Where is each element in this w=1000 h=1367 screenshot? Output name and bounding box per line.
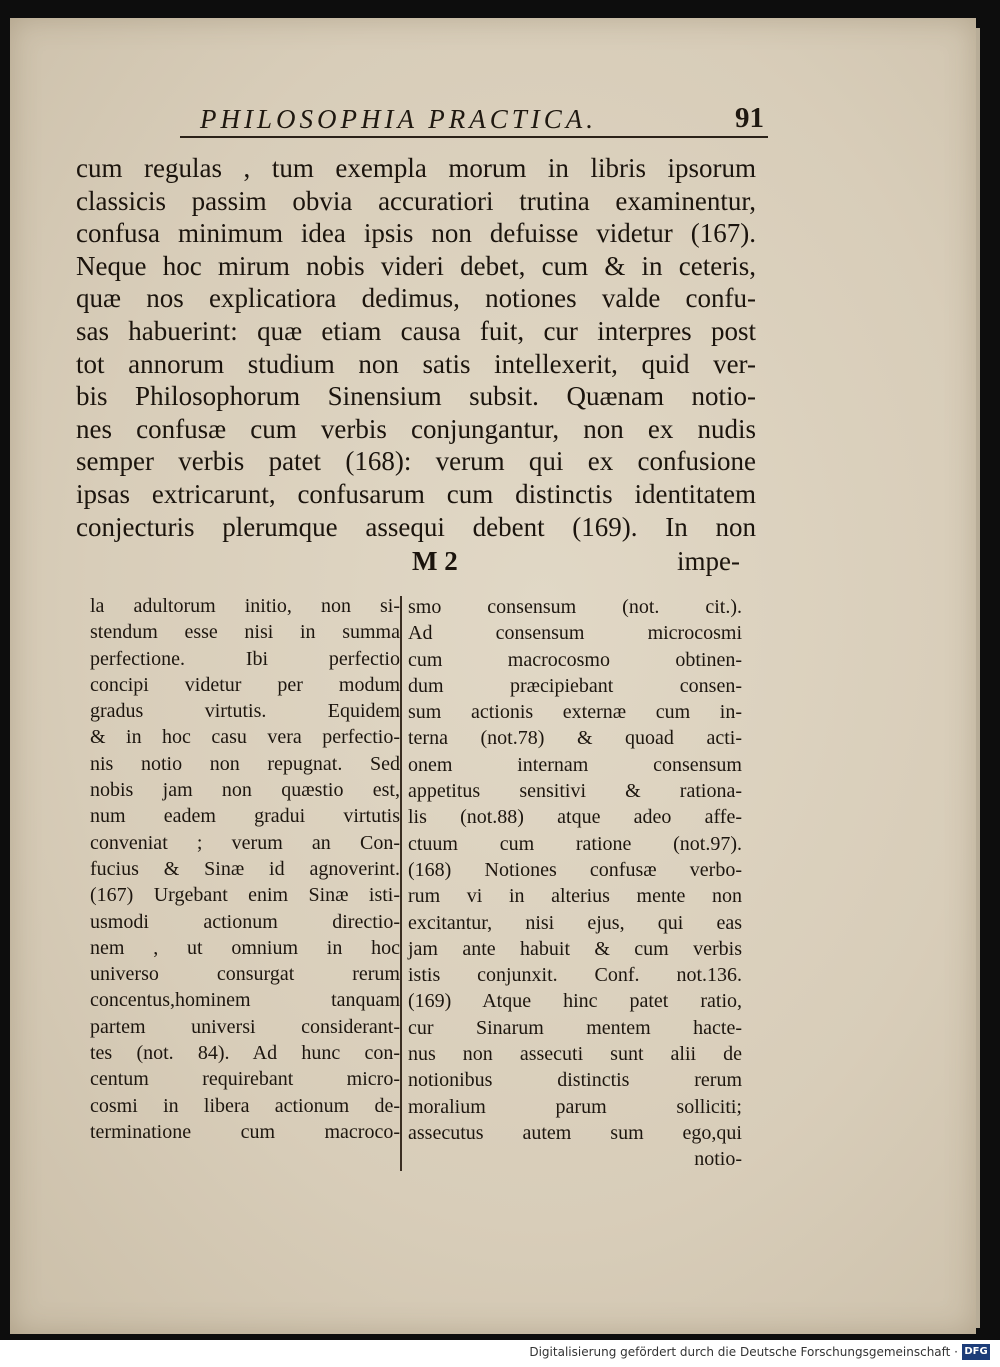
footnote-line: moralium parum solliciti;	[408, 1095, 742, 1118]
main-text-line: sas habuerint: quæ etiam causa fuit, cur interpres post	[76, 315, 756, 346]
footnote-line: appetitus sensitivi & rationa-	[408, 780, 742, 803]
main-text-line: cum regulas , tum exempla morum in libris ipsorum	[76, 153, 756, 183]
footnotes-left-column	[90, 593, 400, 1145]
footnote-line: rum vi in alterius mente non	[408, 885, 742, 908]
footnote-line: usmodi actionum directio-	[90, 910, 400, 933]
footnote-line: nobis jam non quæstio est,	[90, 779, 400, 802]
footnote-line: fucius & Sinæ id agnoverint.	[90, 857, 400, 880]
column-rule	[400, 596, 402, 1171]
footnote-line: Ad consensum microcosmi	[408, 622, 742, 645]
footnote-line: concentus,hominem tanquam	[90, 989, 400, 1012]
footnote-line: cum macrocosmo obtinen-	[408, 648, 742, 671]
footnote-line: partem universi considerant-	[90, 1015, 400, 1038]
main-text-line: semper verbis patet (168): verum qui ex confusione	[76, 446, 756, 477]
footnote-line: (169) Atque hinc patet ratio,	[408, 990, 742, 1013]
footnote-line: perfectione. Ibi perfectio	[90, 647, 400, 670]
footnote-line: terminatione cum macroco-	[90, 1120, 400, 1143]
page-number: 91	[735, 102, 764, 134]
footnote-line: cosmi in libera actionum de-	[90, 1094, 400, 1117]
footnote-line: tes (not. 84). Ad hunc con-	[90, 1042, 400, 1065]
footnote-line: istis conjunxit. Conf. not.136.	[408, 964, 742, 987]
footnote-line: excitantur, nisi ejus, qui eas	[408, 911, 742, 934]
main-text-line: quæ nos explicatiora dedimus, notiones valde confu-	[76, 283, 756, 314]
main-text-line: tot annorum studium non satis intellexerit, quid ver-	[76, 348, 756, 379]
footnote-line: stendum esse nisi in summa	[90, 621, 400, 644]
main-text-block	[76, 152, 756, 543]
signature-mark: M 2	[412, 546, 458, 576]
page-header	[180, 104, 768, 138]
signature-line	[76, 546, 740, 578]
page-edge	[976, 28, 980, 1328]
footnote-line: nis notio non repugnat. Sed	[90, 752, 400, 775]
footnote-line: cur Sinarum mentem hacte-	[408, 1016, 742, 1039]
footnote-line: (167) Urgebant enim Sinæ isti-	[90, 884, 400, 907]
main-text-line: classicis passim obvia accuratiori trutina examinentur,	[76, 185, 756, 216]
main-text-line: bis Philosophorum Sinensium subsit. Quænam notio-	[76, 381, 756, 412]
footnote-line: nem , ut omnium in hoc	[90, 936, 400, 959]
funding-credit: Digitalisierung gefördert durch die Deutsche Forschungsgemeinschaft ·	[529, 1345, 958, 1359]
footnote-catchword: notio-	[694, 1148, 742, 1171]
footnote-line: lis (not.88) atque adeo affe-	[408, 806, 742, 829]
footnote-line: smo consensum (not. cit.).	[408, 596, 742, 618]
footnote-line: nus non assecuti sunt alii de	[408, 1043, 742, 1066]
catchword: impe-	[677, 546, 740, 576]
main-text-line: Neque hoc mirum nobis videri debet, cum & in ceteris,	[76, 250, 756, 281]
footnotes-right-column	[408, 594, 742, 1173]
running-title: PHILOSOPHIA PRACTICA.	[200, 104, 597, 134]
footnote-line: & in hoc casu vera perfectio-	[90, 726, 400, 749]
footnote-line: notionibus distinctis rerum	[408, 1069, 742, 1092]
footnote-line: sum actionis externæ cum in-	[408, 701, 742, 724]
dfg-logo: DFG	[962, 1344, 990, 1360]
footnote-line: (168) Notiones confusæ verbo-	[408, 858, 742, 881]
main-text-line: nes confusæ cum verbis conjungantur, non ex nudis	[76, 413, 756, 444]
main-text-line: ipsas extricarunt, confusarum cum distinctis identitatem	[76, 478, 756, 509]
footnote-line: jam ante habuit & cum verbis	[408, 937, 742, 960]
footnote-line: ctuum cum ratione (not.97).	[408, 832, 742, 855]
footnote-line: assecutus autem sum ego,qui	[408, 1121, 742, 1144]
footnote-line: centum requirebant micro-	[90, 1068, 400, 1091]
footnote-line: la adultorum initio, non si-	[90, 595, 400, 617]
footnote-line: terna (not.78) & quoad acti-	[408, 727, 742, 750]
main-text-line: conjecturis plerumque assequi debent (169). In non	[76, 511, 756, 542]
footnote-line: gradus virtutis. Equidem	[90, 700, 400, 723]
footnote-line: onem internam consensum	[408, 753, 742, 776]
footer-bar	[0, 1340, 1000, 1367]
footnote-line: concipi videtur per modum	[90, 673, 400, 696]
footnote-line: conveniat ; verum an Con-	[90, 831, 400, 854]
footnote-line: dum præcipiebant consen-	[408, 674, 742, 697]
footnote-line: universo consurgat rerum	[90, 963, 400, 986]
main-text-line: confusa minimum idea ipsis non defuisse videtur (167).	[76, 218, 756, 249]
footnote-line: num eadem gradui virtutis	[90, 805, 400, 828]
